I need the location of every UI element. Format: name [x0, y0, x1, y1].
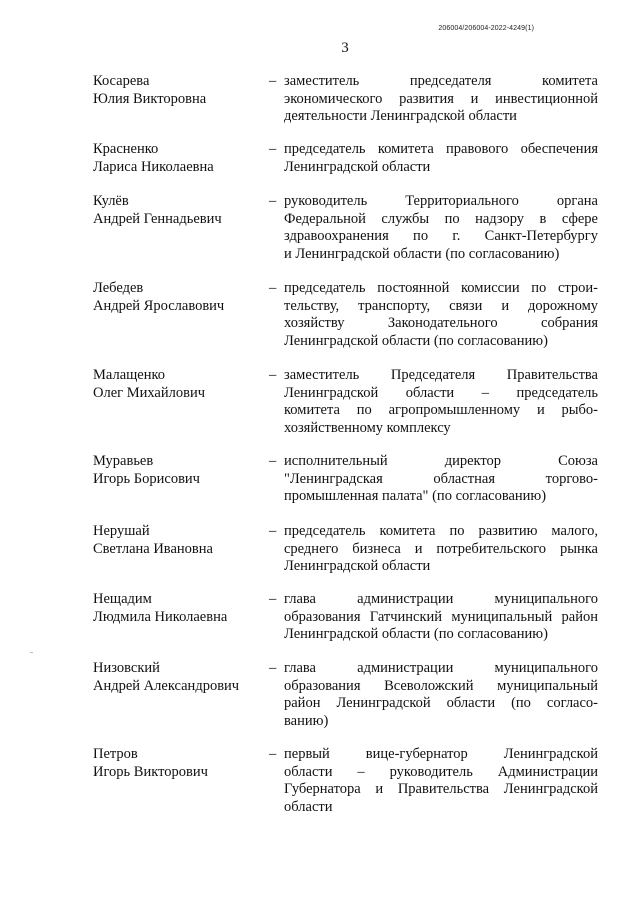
member-surname: Лебедев [93, 280, 144, 296]
member-position [284, 367, 598, 438]
separator-dash: – [269, 280, 277, 296]
position-line: образования Всеволожский муниципальный [284, 677, 598, 694]
separator-dash: – [269, 660, 277, 676]
position-line: заместитель Председателя Правительства [284, 367, 598, 383]
member-given-name: Андрей Геннадьевич [93, 210, 222, 227]
member-position [284, 746, 598, 817]
position-line: Ленинградской области – председатель [284, 384, 598, 401]
member-given-name: Андрей Александрович [93, 677, 240, 694]
separator-dash: – [269, 523, 277, 539]
member-position [284, 193, 598, 264]
member-position [284, 280, 598, 351]
member-surname: Нещадим [93, 591, 152, 607]
position-line: хозяйству Законодательного собрания [284, 315, 598, 332]
member-position [284, 591, 598, 644]
document-id: 206004/206004-2022-4249(1) [438, 25, 534, 32]
position-line: Губернатора и Правительства Ленинградской [284, 781, 598, 798]
position-line: Федеральной службы по надзору в сфере [284, 210, 598, 227]
position-line: руководитель Территориального органа [284, 193, 598, 209]
separator-dash: – [269, 746, 277, 762]
member-name [93, 523, 263, 558]
member-surname: Косарева [93, 73, 150, 89]
member-position [284, 73, 598, 126]
member-given-name: Юлия Викторовна [93, 90, 207, 107]
position-line: деятельности Ленинградской области [284, 108, 517, 125]
position-line: председатель комитета правового обеспечения [284, 141, 598, 157]
position-line: области – руководитель Администрации [284, 763, 598, 780]
position-line: глава администрации муниципального [284, 660, 598, 676]
separator-dash: – [269, 141, 277, 157]
position-line: здравоохранения по г. Санкт-Петербургу [284, 228, 598, 245]
member-name [93, 73, 263, 108]
position-line: глава администрации муниципального [284, 591, 598, 607]
member-position [284, 523, 598, 576]
member-given-name: Олег Михайлович [93, 384, 206, 401]
member-name [93, 591, 263, 626]
position-line: Ленинградской области [284, 158, 431, 175]
position-line: хозяйственному комплексу [284, 420, 451, 437]
position-line: исполнительный директор Союза [284, 453, 598, 469]
position-line: Ленинградской области (по согласованию) [284, 333, 548, 350]
member-position [284, 141, 598, 176]
member-given-name: Светлана Ивановна [93, 540, 213, 557]
scan-speck [30, 652, 33, 653]
member-surname: Низовский [93, 660, 160, 676]
position-line: первый вице-губернатор Ленинградской [284, 746, 598, 762]
member-name [93, 660, 263, 695]
position-line: комитета по агропромышленному и рыбо- [284, 402, 598, 419]
position-line: "Ленинградская областная торгово- [284, 470, 598, 487]
member-given-name: Лариса Николаевна [93, 158, 214, 175]
position-line: промышленная палата" (по согласованию) [284, 488, 547, 505]
position-line: заместитель председателя комитета [284, 73, 598, 89]
member-given-name: Людмила Николаевна [93, 608, 228, 625]
member-name [93, 367, 263, 402]
member-surname: Нерушай [93, 523, 150, 539]
member-name [93, 193, 263, 228]
position-line: Ленинградской области (по согласованию) [284, 626, 548, 643]
position-line: ванию) [284, 713, 329, 730]
member-name [93, 746, 263, 781]
member-surname: Малащенко [93, 367, 166, 383]
member-name [93, 280, 263, 315]
position-line: экономического развития и инвестиционной [284, 90, 598, 107]
position-line: образования Гатчинский муниципальный район [284, 608, 598, 625]
member-name [93, 453, 263, 488]
separator-dash: – [269, 367, 277, 383]
separator-dash: – [269, 591, 277, 607]
member-position [284, 660, 598, 731]
position-line: председатель комитета по развитию малого, [284, 523, 598, 539]
position-line: среднего бизнеса и потребительского рынка [284, 540, 598, 557]
page-number: 3 [341, 40, 349, 56]
position-line: район Ленинградской области (по согласо- [284, 695, 598, 712]
member-surname: Петров [93, 746, 138, 762]
position-line: и Ленинградской области (по согласованию) [284, 246, 560, 263]
member-surname: Муравьев [93, 453, 154, 469]
member-given-name: Андрей Ярославович [93, 297, 225, 314]
separator-dash: – [269, 453, 277, 469]
position-line: Ленинградской области [284, 558, 431, 575]
member-position [284, 453, 598, 506]
position-line: тельству, транспорту, связи и дорожному [284, 297, 598, 314]
position-line: области [284, 799, 333, 816]
member-surname: Кулёв [93, 193, 129, 209]
position-line: председатель постоянной комиссии по строи- [284, 280, 598, 296]
member-name [93, 141, 263, 176]
separator-dash: – [269, 73, 277, 89]
member-given-name: Игорь Викторович [93, 763, 208, 780]
member-given-name: Игорь Борисович [93, 470, 200, 487]
member-surname: Красненко [93, 141, 159, 157]
separator-dash: – [269, 193, 277, 209]
